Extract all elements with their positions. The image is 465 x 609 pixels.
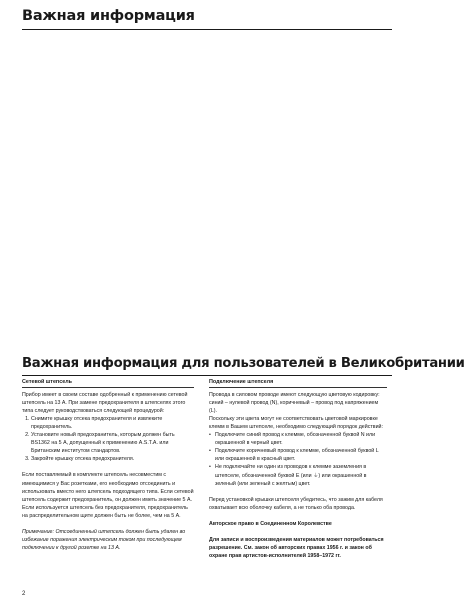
page-title: Важная информация [22,8,392,30]
fuse-steps-list [22,415,194,463]
mains-plug-heading: Сетевой штепсель [22,378,194,388]
left-column [22,378,194,552]
section-title-uk: Важная информация для пользователей в Великобритании [22,356,392,376]
wiring-intro-2: Поскольку эти цвета могут не соответствовать цветовой маркировке клемм в Вашем штепселе, необходимо следующий порядок действий: [209,416,383,431]
wiring-intro: Провода в силовом проводе имеют следующую цветовую кодировку: синий – нулевой провод (N), коричневый – провод под напряжением (L). [209,392,380,415]
fuse-step: 3. Закройте крышку отсека предохранителя. [31,455,194,463]
wiring-heading: Подключение штепселя [209,378,387,388]
mains-plug-intro: Прибор имеет в своем составе одобренный к применению сетевой штепсель на 13 А. При замене предохранителя в штепселях этого типа следует руководствоваться следующей процедурой: [22,392,188,415]
fuse-step: 2. Установите новый предохранитель, которым должен быть BS1362 на 5 А, допущенный к применению A.S.T.A. или Британским институтом стандартов. [31,431,194,455]
wiring-bullet: • Подключите коричневый провод к клемме, обозначенной буквой L или окрашенной в красный цвет. [215,447,387,463]
right-column [209,378,387,560]
copyright-heading: Авторское право в Соединенном Королевстве [209,520,332,527]
page-number: 2 [22,591,26,597]
wiring-bullet: • Подключите синий провод к клемме, обозначенной буквой N или окрашенной в черный цвет. [215,431,387,447]
wiring-closing: Перед установкой крышки штепселя убедитесь, что зажим для кабеля охватывает всю оболочку кабеля, а не только оба провода. [209,496,383,511]
wiring-bullet: • Не подключайте ни один из проводов к клемме заземления в штепселе, обозначенной буквой E (или ⏚) или окрашенной в зеленый (или зеленый с желтым) цвет. [215,463,387,487]
fuse-step: 1. Снимите крышку отсека предохранителя и извлеките предохранитель. [31,415,194,431]
wiring-bullets [209,431,387,487]
copyright-text: Для записи и воспроизведения материалов может потребоваться разрешение. См. закон об авторских правах 1956 г. и закон об охране прав артистов-исполнителей 1958–1972 гг. [209,536,384,559]
plug-warning: Если поставляемый в комплекте штепсель несовместим с имеющимися у Вас розетками, его необходимо отсоединить и использовать вместо него штепсель подходящего типа. Если сетевой штепсель содержит предохранитель, он должен иметь значение 5 А. Если используется штепсель без предохранителя, предохранитель на распределительном щите должен быть не более, чем на 5 А. [22,472,194,519]
plug-note: Примечание: Отсоединенный штепсель должен быть удален во избежание поражения электрическим током при последующем подключении к другой розетке на 13 А. [22,528,186,551]
